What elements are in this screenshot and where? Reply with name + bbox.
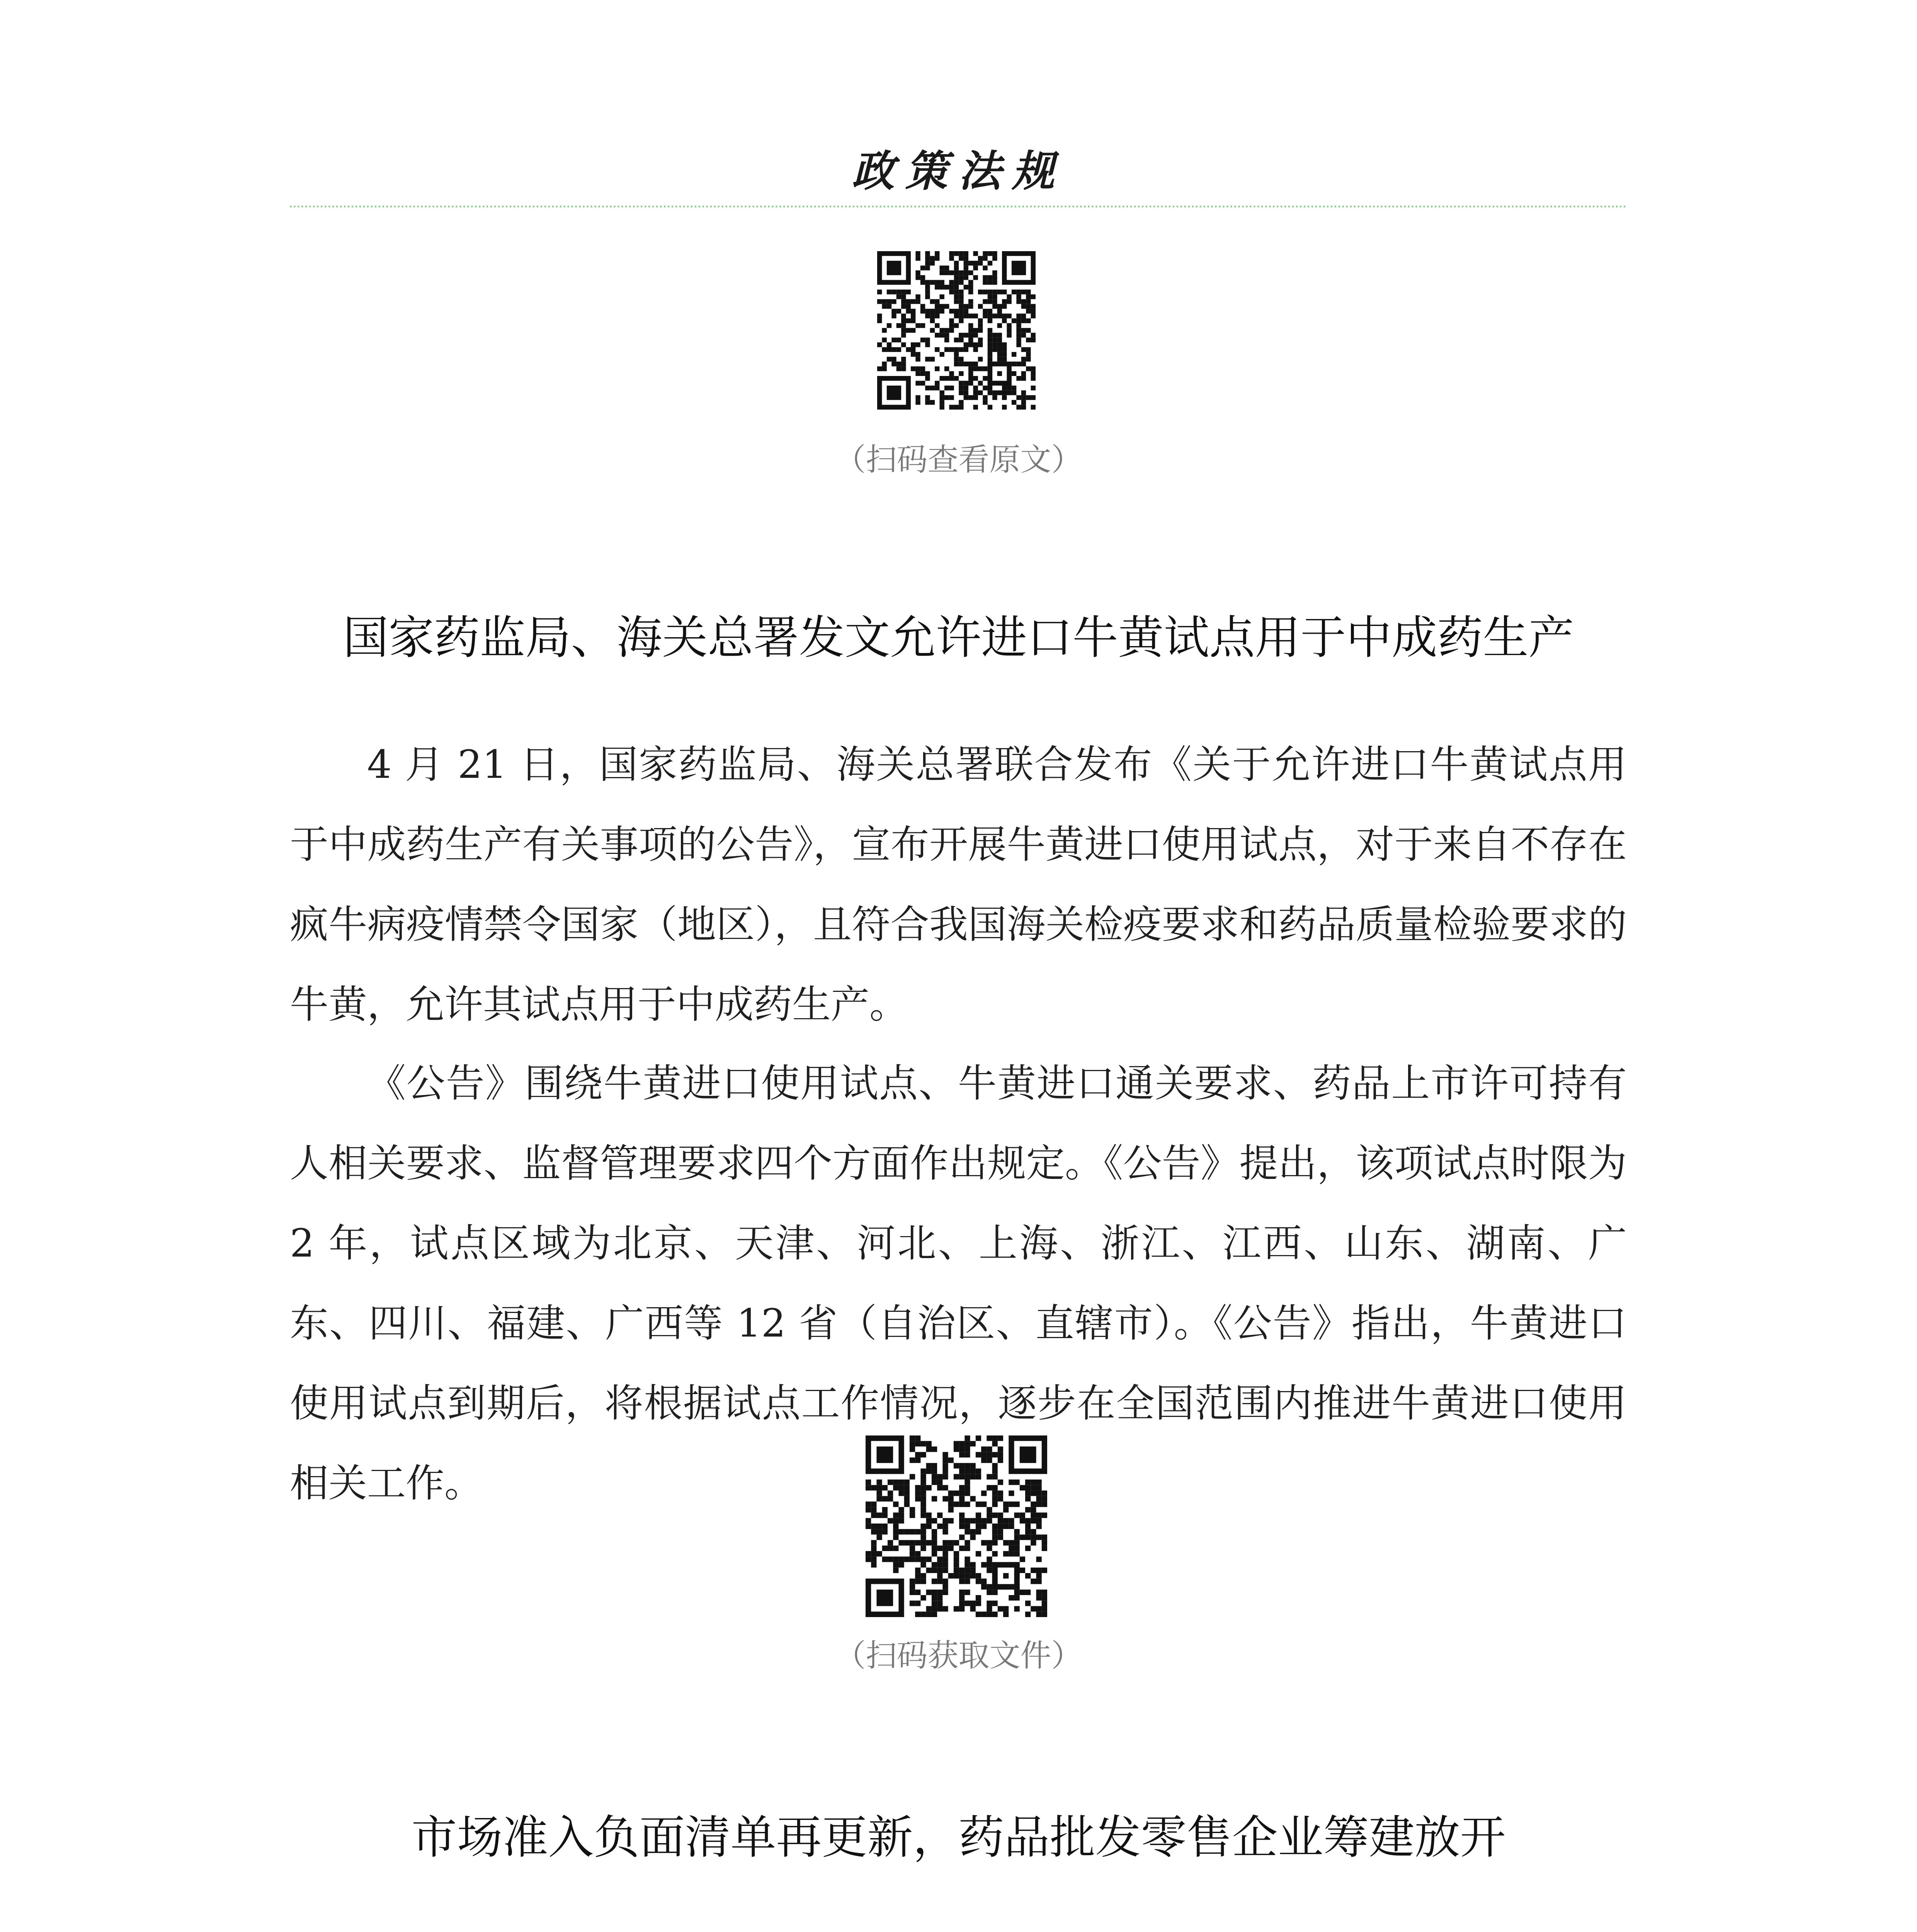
- qr-code-get-file: [866, 1435, 1047, 1617]
- article-paragraph: 《公告》围绕牛黄进口使用试点、牛黄进口通关要求、药品上市许可持有人相关要求、监督管理要求四个方面作出规定。《公告》提出，该项试点时限为 2 年，试点区域为北京、天津、河北、上海、浙江、江西、山东、湖南、广东、四川、福建、广西等 12 省（自治区、直辖市）。《公告》指出，牛黄进口使用试点到期后，将根据试点工作情况，逐步在全国范围内推进牛黄进口使用相关工作。: [290, 1061, 1627, 1506]
- qr-caption-get-file: （扫码获取文件）: [835, 1638, 1082, 1673]
- header-divider: [290, 206, 1627, 207]
- article-title-market-access: 市场准入负面清单再更新，药品批发零售企业筹建放开: [411, 1811, 1506, 1864]
- qr-caption-original-text: （扫码查看原文）: [835, 442, 1082, 478]
- article-paragraph: 4 月 21 日，国家药监局、海关总署联合发布《关于允许进口牛黄试点用于中成药生产有关事项的公告》，宣布开展牛黄进口使用试点，对于来自不存在疯牛病疫情禁令国家（地区），且符合我国海关检疫要求和药品质量检验要求的牛黄，允许其试点用于中成药生产。: [290, 742, 1627, 1027]
- article-title-niuhuang: 国家药监局、海关总署发文允许进口牛黄试点用于中成药生产: [343, 611, 1574, 664]
- section-header-title: 政策法规: [852, 146, 1065, 196]
- article-paragraph: [290, 1917, 1627, 1932]
- qr-code-original-text: [877, 251, 1036, 410]
